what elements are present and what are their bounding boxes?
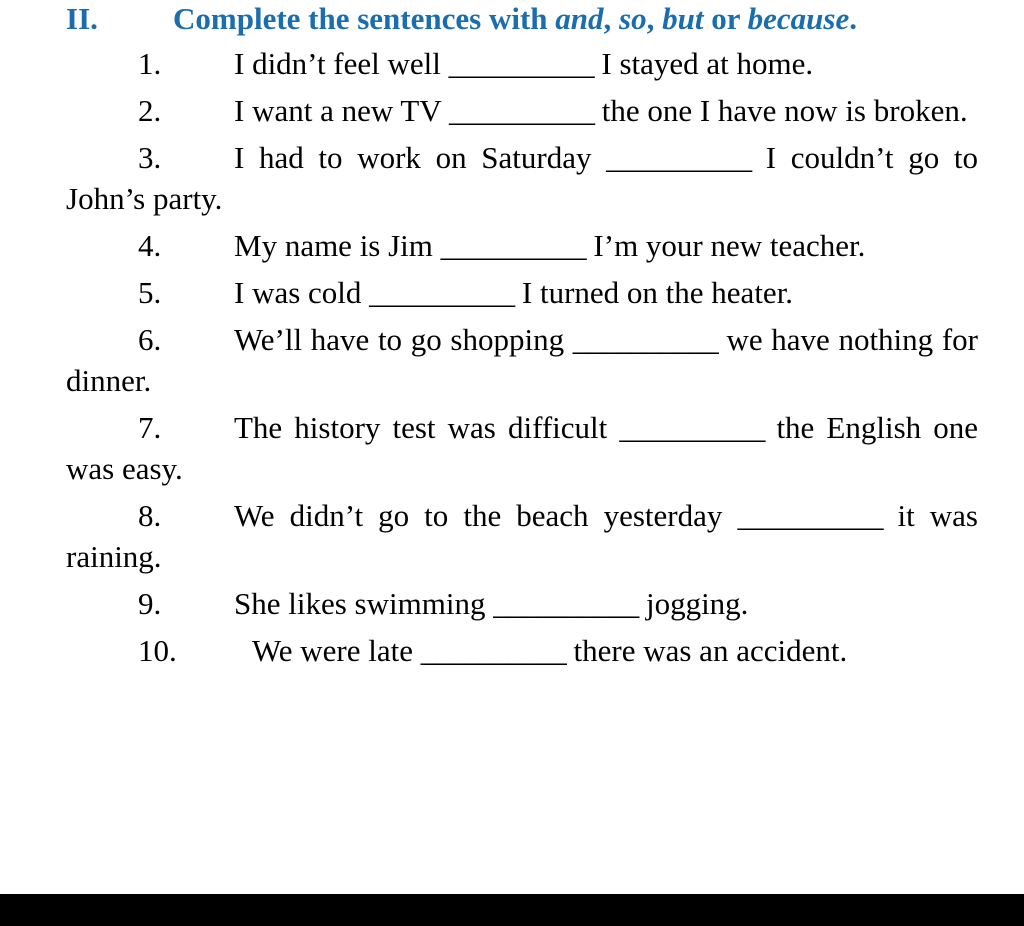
item-number: 4.	[138, 228, 162, 263]
answer-blank[interactable]: __________	[369, 275, 515, 310]
sentence-part-before: My name is Jim	[234, 228, 441, 263]
period: .	[849, 1, 857, 36]
sentence-list	[66, 43, 978, 677]
sentence-part-after: I turned on the heater.	[514, 275, 794, 310]
sentence-part-before: We didn’t go to the beach yesterday	[234, 498, 738, 533]
answer-blank[interactable]: __________	[493, 586, 639, 621]
sentence-part-before: I didn’t feel well	[234, 46, 449, 81]
item-number: 7.	[138, 410, 162, 445]
answer-blank[interactable]: __________	[440, 228, 586, 263]
answer-blank[interactable]: __________	[420, 633, 566, 668]
keyword-because: because	[747, 1, 850, 36]
sentence-part-after: we have nothing for dinner.	[66, 322, 978, 398]
bottom-black-bar	[0, 894, 1024, 926]
item-number: 2.	[138, 93, 162, 128]
sentence-part-after: I stayed at home.	[593, 46, 814, 81]
sentence-part-before: I had to work on Saturday	[234, 140, 607, 175]
keyword-so: so	[619, 1, 647, 36]
sentence-item-1	[66, 43, 978, 84]
item-number: 9.	[138, 586, 162, 621]
sentence-part-after: jogging.	[638, 586, 749, 621]
sentence-item-9	[66, 583, 978, 624]
sentence-part-before: I was cold	[234, 275, 370, 310]
sentence-item-6	[66, 319, 978, 401]
sentence-item-5	[66, 272, 978, 313]
sentence-item-3	[66, 137, 978, 219]
sentence-item-10	[66, 630, 978, 671]
exercise-heading	[66, 0, 996, 40]
sentence-part-after: the one I have now is broken.	[593, 93, 968, 128]
sentence-item-4	[66, 225, 978, 266]
or-text: or	[703, 1, 748, 36]
answer-blank[interactable]: __________	[606, 140, 752, 175]
keyword-but: but	[662, 1, 704, 36]
sentence-part-after: I couldn’t go to John’s party.	[66, 140, 978, 216]
sentence-part-before: I want a new TV	[234, 93, 449, 128]
item-number: 1.	[138, 46, 162, 81]
item-number: 10.	[138, 633, 177, 668]
sentence-item-8	[66, 495, 978, 577]
answer-blank[interactable]: __________	[572, 322, 718, 357]
sentence-part-after: the English one was easy.	[66, 410, 978, 486]
answer-blank[interactable]: __________	[737, 498, 883, 533]
comma: ,	[603, 1, 620, 36]
sentence-item-2	[66, 90, 978, 131]
answer-blank[interactable]: __________	[619, 410, 765, 445]
item-number: 3.	[138, 140, 162, 175]
item-number: 6.	[138, 322, 162, 357]
answer-blank[interactable]: __________	[448, 93, 594, 128]
sentence-part-after: I’m your new teacher.	[585, 228, 866, 263]
sentence-part-before: We were late	[252, 633, 421, 668]
comma: ,	[646, 1, 663, 36]
item-number: 8.	[138, 498, 162, 533]
sentence-item-7	[66, 407, 978, 489]
answer-blank[interactable]: __________	[448, 46, 594, 81]
sentence-part-before: The history test was difficult	[234, 410, 620, 445]
keyword-and: and	[555, 1, 604, 36]
sentence-part-after: it was raining.	[66, 498, 978, 574]
item-number: 5.	[138, 275, 162, 310]
sentence-part-before: We’ll have to go shopping	[234, 322, 573, 357]
instruction-text: Complete the sentences with	[173, 1, 556, 36]
sentence-part-before: She likes swimming	[234, 586, 494, 621]
sentence-part-after: there was an accident.	[565, 633, 848, 668]
section-number: II.	[66, 1, 98, 36]
